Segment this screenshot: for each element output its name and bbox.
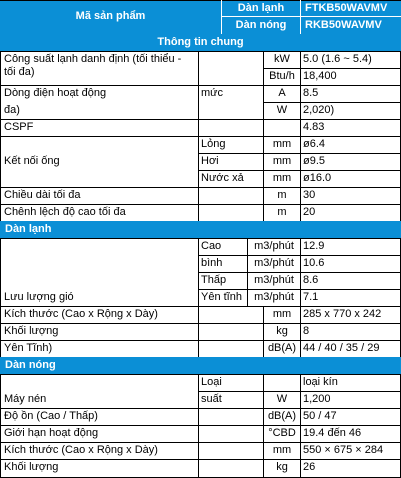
noise-value: 50 / 47 (303, 410, 337, 422)
indoor-quiet-unit: dB(A) (267, 342, 297, 354)
capacity-value-kw: 5.0 (1.6 ~ 5.4) (303, 53, 372, 65)
indoor-dimensions-unit: mm (272, 308, 292, 320)
outdoor-label: Dàn nóng (235, 19, 287, 31)
airflow-unit-quiet: m3/phút (254, 291, 294, 303)
max-length-unit: m (277, 189, 287, 201)
piping-name-liquid: Lỏng (201, 138, 226, 150)
outdoor-weight-label: Khối lượng (4, 461, 59, 473)
cspf-value: 4.83 (303, 121, 325, 133)
current-value-a: 8.5 (303, 87, 319, 99)
airflow-name-high: Cao (201, 240, 222, 252)
section-outdoor-title: Dàn nóng (5, 359, 56, 371)
indoor-label: Dàn lạnh (237, 2, 285, 14)
max-length-label: Chiều dài tối đa (4, 189, 81, 201)
indoor-weight-label: Khối lượng (4, 325, 59, 337)
airflow-label: Lưu lượng gió (4, 291, 74, 303)
airflow-name-quiet: Yên tĩnh (201, 291, 242, 303)
indoor-dimensions-value: 285 x 770 x 242 (303, 308, 382, 320)
outdoor-dimensions-label: Kích thước (Cao x Rộng x Dày) (4, 444, 158, 456)
airflow-value-high: 12.9 (303, 240, 325, 252)
max-height-value: 20 (303, 206, 316, 218)
indoor-quiet-label: Yên Tĩnh) (4, 342, 53, 354)
outdoor-dimensions-unit: mm (272, 444, 292, 456)
piping-value-drain: ø16.0 (303, 172, 332, 184)
current-label-tail: đa) (4, 104, 20, 116)
piping-label: Kết nối ống (4, 155, 60, 167)
piping-unit-liquid: mm (272, 138, 292, 150)
airflow-value-quiet: 7.1 (303, 291, 319, 303)
section-general-title: Thông tin chung (157, 36, 244, 48)
piping-name-gas: Hơi (201, 155, 219, 167)
outdoor-weight-unit: kg (276, 461, 288, 473)
current-value-w: 2,020) (303, 104, 335, 116)
compressor-type-value: loại kín (303, 376, 338, 388)
current-unit-a: A (278, 87, 286, 99)
capacity-unit-kw: kW (274, 53, 290, 65)
capacity-value-btu: 18,400 (303, 70, 337, 82)
cspf-label: CSPF (4, 121, 34, 133)
airflow-value-low: 8.6 (303, 274, 319, 286)
piping-value-gas: ø9.5 (303, 155, 326, 167)
compressor-power-unit: W (276, 393, 288, 405)
indoor-weight-value: 8 (303, 325, 310, 337)
product-code-label: Mã sản phẩm (75, 10, 146, 22)
max-height-label: Chênh lệch độ cao tối đa (4, 206, 126, 218)
indoor-model: FTKB50WAVMV (305, 2, 388, 14)
outdoor-dimensions-value: 550 × 675 × 284 (303, 444, 384, 456)
airflow-name-medium: bình (201, 257, 223, 269)
capacity-label: Công suất lạnh danh định (tối thiểu - tối đa) (4, 53, 182, 78)
section-indoor-title: Dàn lạnh (5, 223, 52, 235)
airflow-unit-high: m3/phút (254, 240, 294, 252)
airflow-value-medium: 10.6 (303, 257, 325, 269)
current-sublabel: mức (201, 87, 224, 99)
compressor-label: Máy nén (4, 393, 47, 405)
piping-unit-drain: mm (272, 172, 292, 184)
piping-value-liquid: ø6.4 (303, 138, 326, 150)
capacity-unit-btu: Btu/h (269, 70, 295, 82)
indoor-quiet-value: 44 / 40 / 35 / 29 (303, 342, 380, 354)
indoor-weight-unit: kg (276, 325, 288, 337)
max-height-unit: m (277, 206, 287, 218)
compressor-type-label: Loại (201, 376, 222, 388)
outdoor-weight-value: 26 (303, 461, 316, 473)
noise-unit: dB(A) (267, 410, 297, 422)
operating-unit: °CBD (268, 427, 296, 439)
outdoor-model: RKB50WAVMV (305, 19, 382, 31)
compressor-power-label: suất (201, 393, 222, 405)
compressor-power-value: 1,200 (303, 393, 331, 405)
airflow-name-low: Thấp (201, 274, 227, 286)
operating-value: 19.4 đến 46 (303, 427, 362, 439)
current-label: Dòng điện hoạt động (4, 87, 107, 99)
airflow-unit-low: m3/phút (254, 274, 294, 286)
current-unit-w: W (276, 104, 288, 116)
airflow-unit-medium: m3/phút (254, 257, 294, 269)
indoor-dimensions-label: Kích thước (Cao x Rộng x Dày) (4, 308, 158, 320)
noise-label: Độ ồn (Cao / Thấp) (4, 410, 98, 422)
piping-name-drain: Nước xả (201, 172, 244, 184)
operating-label: Giới hạn hoạt động (4, 427, 99, 439)
piping-unit-gas: mm (272, 155, 292, 167)
max-length-value: 30 (303, 189, 316, 201)
